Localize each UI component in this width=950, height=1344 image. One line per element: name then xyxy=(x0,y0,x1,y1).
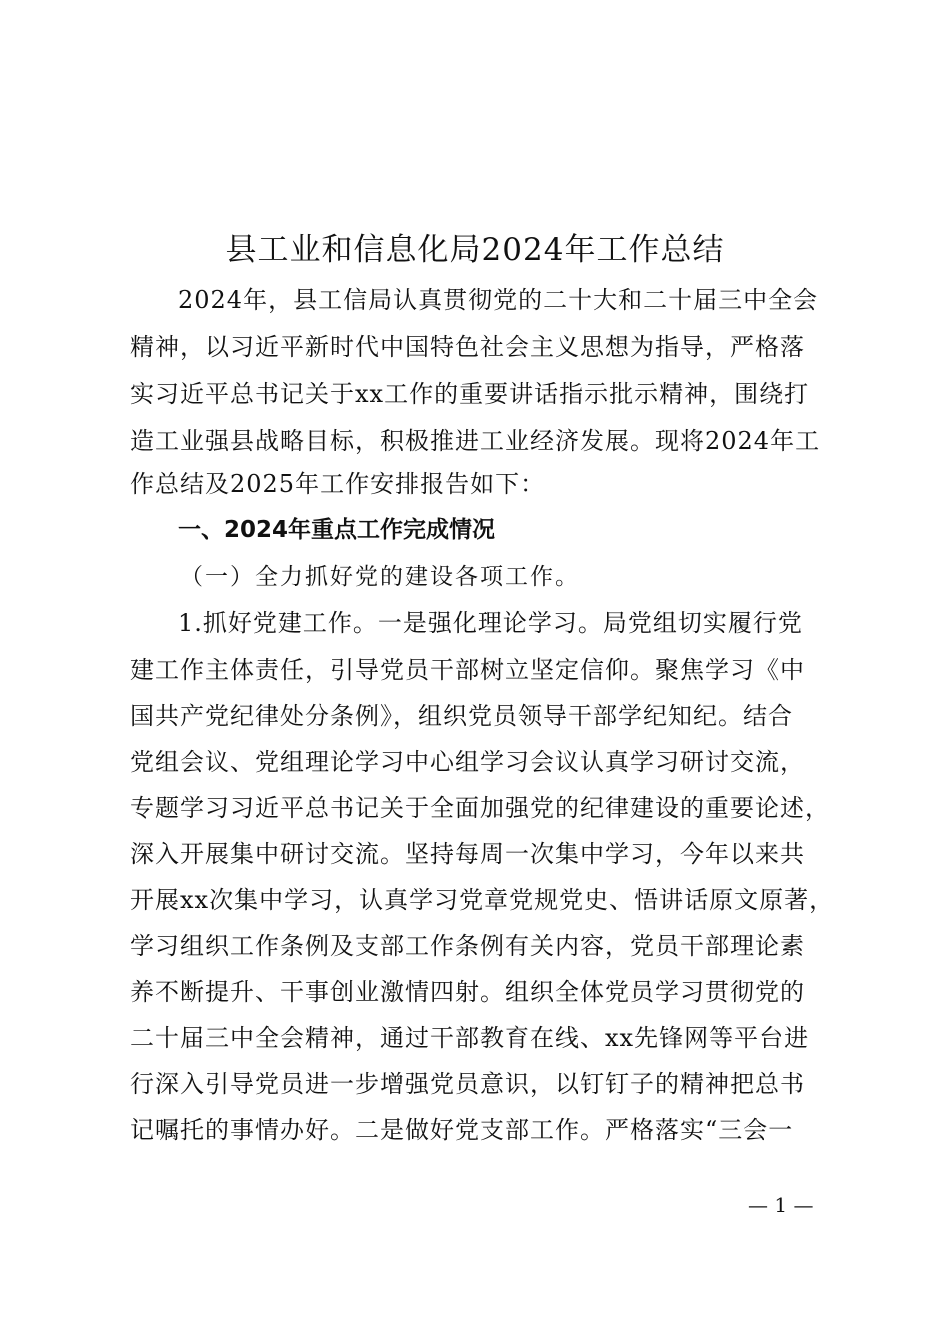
section-heading: 一、2024年重点工作完成情况 xyxy=(178,517,496,543)
body-line-5: 专题学习习近平总书记关于全面加强党的纪律建设的重要论述， xyxy=(130,794,830,822)
body-line-1: 1.抓好党建工作。一是强化理论学习。局党组切实履行党 xyxy=(178,609,803,637)
document-title: 县工业和信息化局2024年工作总结 xyxy=(225,232,725,268)
body-line-8: 学习组织工作条例及支部工作条例有关内容，党员干部理论素 xyxy=(130,932,805,960)
intro-line-5: 作总结及2025年工作安排报告如下： xyxy=(130,470,546,498)
body-line-3: 国共产党纪律处分条例》，组织党员领导干部学纪知纪。结合 xyxy=(130,702,793,730)
intro-line-3: 实习近平总书记关于xx工作的重要讲话指示批示精神，围绕打 xyxy=(130,380,810,408)
body-line-9: 养不断提升、干事创业激情四射。组织全体党员学习贯彻党的 xyxy=(130,978,805,1006)
body-line-12: 记嘱托的事情办好。二是做好党支部工作。严格落实“三会一 xyxy=(130,1116,794,1144)
body-line-7: 开展xx次集中学习，认真学习党章党规党史、悟讲话原文原著， xyxy=(130,886,835,914)
intro-line-1: 2024年，县工信局认真贯彻党的二十大和二十届三中全会 xyxy=(178,286,819,314)
intro-line-2: 精神，以习近平新时代中国特色社会主义思想为指导，严格落 xyxy=(130,333,805,361)
body-line-2: 建工作主体责任，引导党员干部树立坚定信仰。聚焦学习《中 xyxy=(130,656,805,684)
body-line-4: 党组会议、党组理论学习中心组学习会议认真学习研讨交流， xyxy=(130,748,805,776)
body-line-11: 行深入引导党员进一步增强党员意识，以钉钉子的精神把总书 xyxy=(130,1070,805,1098)
subsection-heading: （一）全力抓好党的建设各项工作。 xyxy=(180,564,580,590)
page-number: — 1 — xyxy=(748,1193,814,1217)
intro-line-4: 造工业强县战略目标，积极推进工业经济发展。现将2024年工 xyxy=(130,427,821,455)
body-line-10: 二十届三中全会精神，通过干部教育在线、xx先锋网等平台进 xyxy=(130,1024,810,1052)
body-line-6: 深入开展集中研讨交流。坚持每周一次集中学习，今年以来共 xyxy=(130,840,805,868)
